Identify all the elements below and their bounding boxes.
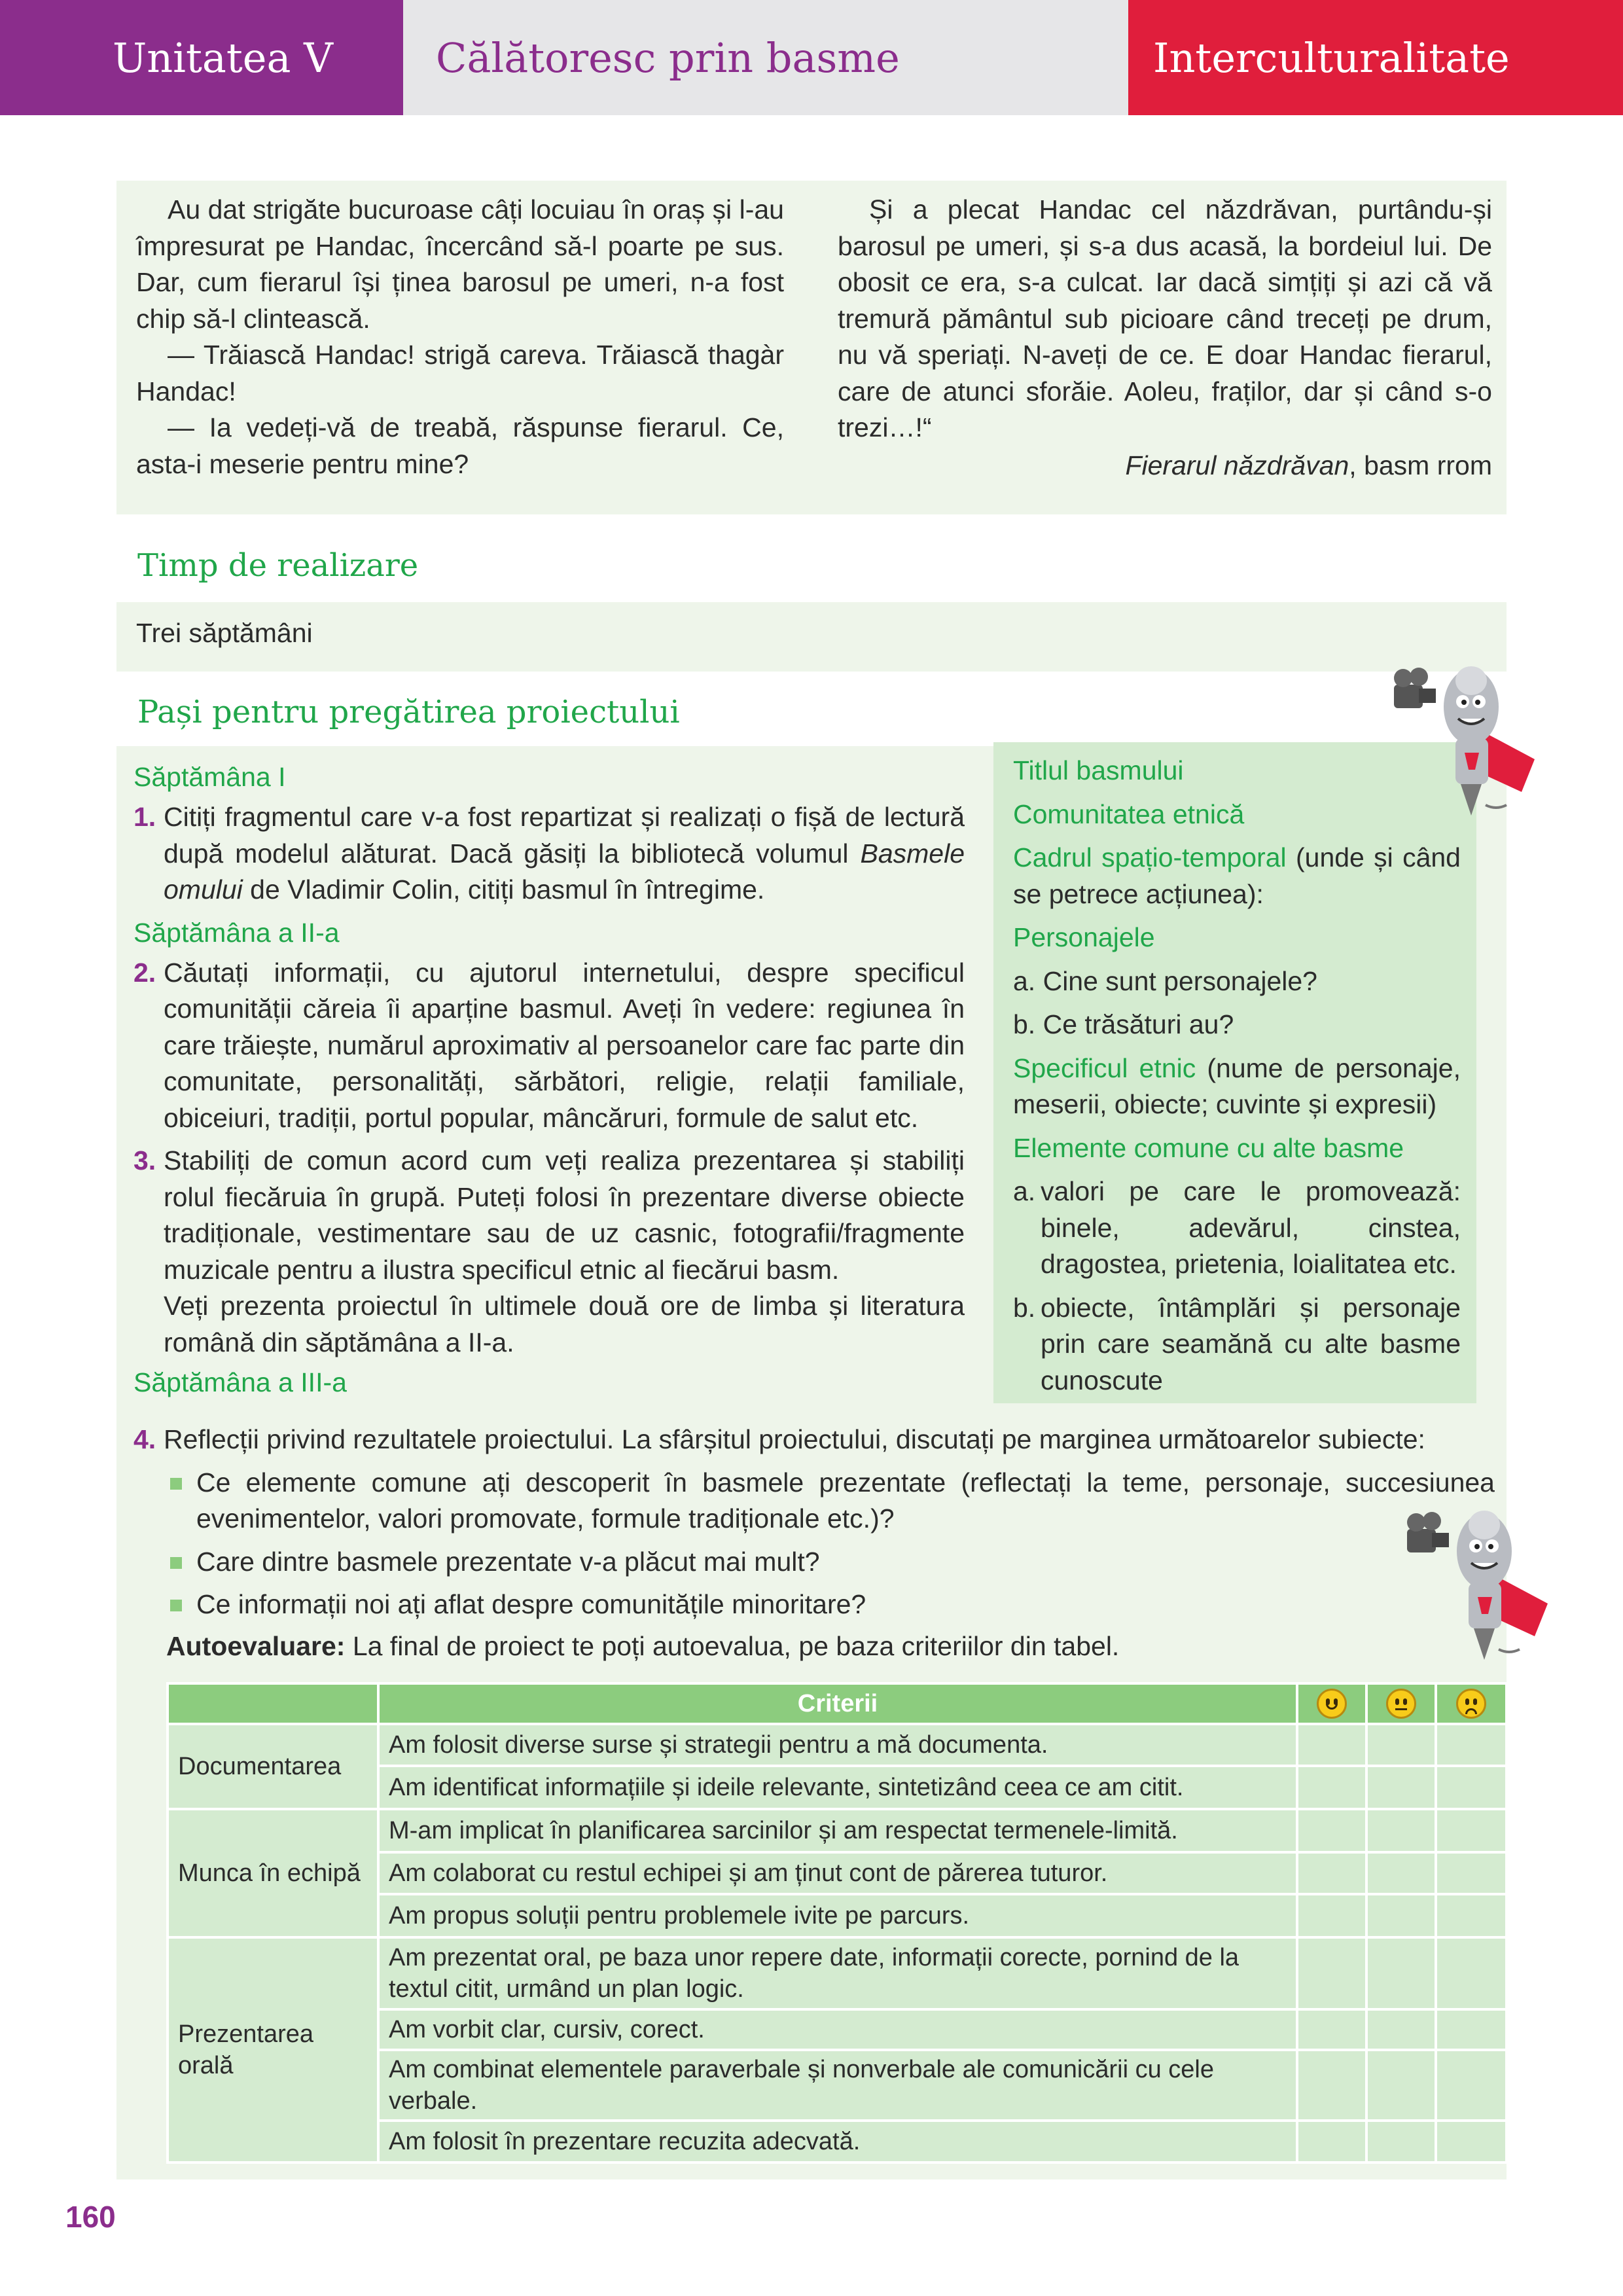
superhero-pen-mascot-icon	[1387, 661, 1544, 821]
week-2-label: Săptămâna a II-a	[134, 917, 340, 948]
self-evaluation-note: Autoevaluare: La final de proiect te poți autoevalua, pe baza criteriilor din tabel.	[166, 1630, 1120, 1661]
step-item-4: 4. Reflecții privind rezultatele proiectului. La sfârșitul proiectului, discutați pe marginea următoarelor subiecte:	[134, 1424, 1425, 1454]
rating-cell[interactable]	[1297, 2050, 1366, 2121]
card-common-a: a. valori pe care le promovează: binele, adevărul, cinstea, dragostea, prietenia, loialitatea etc.	[1013, 1176, 1461, 1279]
criterion-text: Am propus soluții pentru problemele ivite pe parcurs.	[378, 1894, 1297, 1937]
rating-cell[interactable]	[1366, 1894, 1436, 1937]
bullet-square-icon	[170, 1557, 182, 1569]
table-row	[168, 1809, 1507, 1852]
rating-cell[interactable]	[1436, 1766, 1507, 1809]
table-row	[168, 1724, 1507, 1766]
criterion-text: M-am implicat în planificarea sarcinilor și am respectat termenele-limită.	[378, 1809, 1297, 1852]
rating-cell[interactable]	[1297, 2121, 1366, 2162]
rating-cell[interactable]	[1297, 1894, 1366, 1937]
steps-left-column	[134, 759, 965, 1401]
time-value: Trei săptămâni	[136, 618, 313, 648]
rating-cell[interactable]	[1436, 2009, 1507, 2050]
reflection-bullet: Ce informații noi ați aflat despre comunitățile minoritare?	[166, 1587, 1501, 1623]
reflection-bullets	[166, 1465, 1501, 1623]
criteria-header: Criterii	[378, 1683, 1297, 1724]
excerpt-dialog-line: — Trăiască Handac! strigă careva. Trăiască thagàr Handac!	[136, 340, 784, 406]
rating-cell[interactable]	[1297, 1809, 1366, 1852]
criterion-text: Am vorbit clar, cursiv, corect.	[378, 2009, 1297, 2050]
reflection-bullet: Ce elemente comune ați descoperit în basmele prezentate (reflectați la teme, personaje, succesiunea evenimentelor, valori promovate, formule tradiționale etc.)?	[166, 1465, 1495, 1537]
card-common-elements: Elemente comune cu alte basme	[1013, 1132, 1404, 1163]
rating-cell[interactable]	[1366, 2050, 1436, 2121]
rating-cell[interactable]	[1297, 1852, 1366, 1894]
neutral-column-header	[1366, 1683, 1436, 1724]
rating-cell[interactable]	[1366, 2121, 1436, 2162]
rating-cell[interactable]	[1436, 1724, 1507, 1766]
week-1-label: Săptămâna I	[134, 762, 286, 792]
theme-label: Interculturalitate	[1128, 0, 1623, 115]
steps-heading: Pași pentru pregătirea proiectului	[137, 694, 680, 730]
card-setting: Cadrul spațio-temporal (unde și când se petrece acțiunea):	[1013, 842, 1461, 909]
criterion-text: Am prezentat oral, pe baza unor repere date, informații corecte, pornind de la textul citit, urmând un plan logic.	[378, 1937, 1297, 2009]
bullet-square-icon	[170, 1478, 182, 1490]
reading-sheet-card	[993, 742, 1476, 1403]
reflection-bullet: Care dintre basmele prezentate v-a plăcut mai mult?	[166, 1544, 1501, 1581]
happy-column-header	[1297, 1683, 1366, 1724]
rating-cell[interactable]	[1297, 1766, 1366, 1809]
step-item-3: 3. Stabiliți de comun acord cum veți realiza prezentarea și stabiliți rolul fiecăruia în grupă. Puteți folosi în prezentare diverse obiecte tradiționale, vestimentare sau de uz casnic, fotografii/fragmente muzicale pentru a ilustra specificul etnic al fiecărui basm. Veți prezenta proiectul în ultimele două ore de limba și literatura română din săptămâna a II-a.	[134, 1145, 965, 1357]
sad-face-icon	[1456, 1689, 1486, 1719]
rating-cell[interactable]	[1366, 1724, 1436, 1766]
rating-cell[interactable]	[1366, 2009, 1436, 2050]
sad-column-header	[1436, 1683, 1507, 1724]
neutral-face-icon	[1386, 1689, 1416, 1719]
criterion-text: Am identificat informațiile și ideile relevante, sintetizând ceea ce am citit.	[378, 1766, 1297, 1809]
group-teamwork: Munca în echipă	[168, 1809, 378, 1937]
card-characters-a: a. Cine sunt personajele?	[1013, 965, 1317, 996]
rating-cell[interactable]	[1366, 1809, 1436, 1852]
rating-cell[interactable]	[1297, 1724, 1366, 1766]
card-ethnic: Specificul etnic (nume de personaje, meserii, obiecte; cuvinte și expresii)	[1013, 1052, 1461, 1119]
card-community: Comunitatea etnică	[1013, 798, 1245, 829]
group-documentation: Documentarea	[168, 1724, 378, 1809]
criterion-text: Am folosit diverse surse și strategii pentru a mă documenta.	[378, 1724, 1297, 1766]
table-row	[168, 1937, 1507, 2009]
rating-cell[interactable]	[1297, 1937, 1366, 2009]
chapter-title: Călătoresc prin basme	[403, 0, 1128, 115]
rating-cell[interactable]	[1436, 1852, 1507, 1894]
time-heading: Timp de realizare	[137, 547, 419, 584]
step-item-4-block	[134, 1422, 1501, 1664]
book-title: Basmele omului	[164, 838, 965, 905]
criterion-text: Am folosit în prezentare recuzita adecvată.	[378, 2121, 1297, 2162]
unit-label: Unitatea V	[0, 0, 403, 115]
rating-cell[interactable]	[1436, 2121, 1507, 2162]
rating-cell[interactable]	[1366, 1766, 1436, 1809]
card-common-b: b. obiecte, întâmplări și personaje prin care seamănă cu alte basme cunoscute	[1013, 1292, 1461, 1395]
superhero-pen-mascot-icon	[1400, 1505, 1558, 1666]
excerpt-paragraph: Și a plecat Handac cel năzdrăvan, purtându-și barosul pe umeri, și s-a dus acasă, la bordeiul lui. De obosit ce era, s-a culcat. Iar dacă simțiți și azi că vă tremură pământul sub picioare când treceți pe drum, nu vă speriați. N-aveți de ce. E doar Handac fierarul, care de atunci sforăie. Aoleu, fraților, dar și când s-o trezi…!“	[838, 194, 1492, 442]
group-oral-presentation: Prezentarea orală	[168, 1937, 378, 2162]
rating-cell[interactable]	[1436, 1894, 1507, 1937]
time-panel	[116, 602, 1507, 672]
table-header-empty	[168, 1683, 378, 1724]
bullet-square-icon	[170, 1600, 182, 1611]
excerpt-source: Fierarul năzdrăvan, basm rrom	[1125, 450, 1492, 480]
rating-cell[interactable]	[1436, 2050, 1507, 2121]
table-header-row	[168, 1683, 1507, 1724]
rating-cell[interactable]	[1366, 1852, 1436, 1894]
week-3-label: Săptămâna a III-a	[134, 1367, 347, 1397]
excerpt-paragraph: Au dat strigăte bucuroase câți locuiau în oraș și l-au împresurat pe Handac, încercând să-l poarte pe sus. Dar, cum fierarul își ținea barosul pe umeri, n-a fost chip să-l clintească.	[136, 194, 784, 334]
criterion-text: Am combinat elementele paraverbale și nonverbale ale comunicării cu cele verbale.	[378, 2050, 1297, 2121]
card-characters: Personajele	[1013, 922, 1155, 952]
excerpt-right-column	[838, 192, 1492, 484]
card-characters-b: b. Ce trăsături au?	[1013, 1009, 1234, 1039]
rating-cell[interactable]	[1366, 1937, 1436, 2009]
page-number: 160	[65, 2200, 116, 2234]
rating-cell[interactable]	[1436, 1809, 1507, 1852]
excerpt-dialog-line: — Ia vedeți-vă de treabă, răspunse fierarul. Ce, asta-i meserie pentru mine?	[136, 412, 784, 479]
card-story-title: Titlul basmului	[1013, 755, 1184, 785]
smile-face-icon	[1317, 1689, 1347, 1719]
rating-cell[interactable]	[1297, 2009, 1366, 2050]
rating-cell[interactable]	[1436, 1937, 1507, 2009]
excerpt-left-column	[136, 192, 784, 482]
step-item-1: 1. Citiți fragmentul care v-a fost repartizat și realizați o fișă de lectură după modelul alăturat. Dacă găsiți la bibliotecă volumul Basmele omului de Vladimir Colin, citiți basmul în întregime.	[134, 802, 965, 905]
self-evaluation-table	[166, 1682, 1508, 2164]
criterion-text: Am colaborat cu restul echipei și am ținut cont de părerea tuturor.	[378, 1852, 1297, 1894]
step-item-2: 2. Căutați informații, cu ajutorul internetului, despre specificul comunității căreia îi aparține basmul. Aveți în vedere: regiunea în care trăiește, numărul aproximativ al persoanelor care fac parte din comunitate, personalități, sărbători, religie, relații familiale, obiceiuri, tradiții, portul popular, mâncăruri, formule de salut etc.	[134, 957, 965, 1133]
